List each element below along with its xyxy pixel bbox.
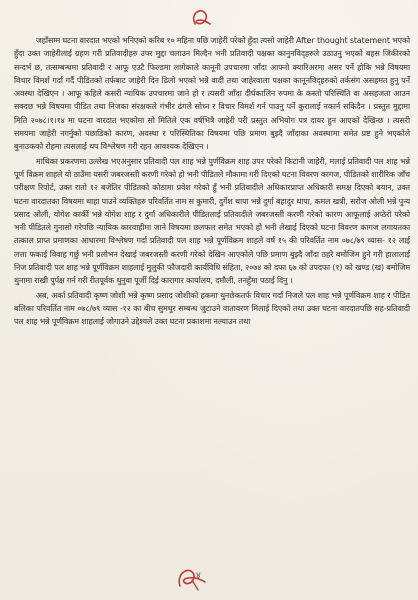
paragraph-2: माथिका प्रकरणमा उल्लेख भएअनुसार प्रतिवादी पल शाह भन्ने पुर्णविक्रम शाह उपर परेको किटानी जाहेरी, मलाई प्रतिवादी पल शाह भन्ने पूर्ण विक्रम शाहले यो ठाउँमा यसरी जबरजस्ती करणी गरेको हो भनी पीडितले मौकामा गरी दिएको घटना विवरण कागज, पीडितको शारीरिक जाँच परीक्षण रिपोर्ट, उक्त रातो १२ बजेतिर पीडितको कोठामा प्रवेश गरेको हुँ भनी प्रतिवादीले अधिकारप्राप्त अधिकारी समक्ष दिएको बयान, उक्त घटना वारदातका विषयमा थाहा पाउने व्यक्तिहरु परिवर्तित नाम स कुमारी, दुर्गेश थापा भन्ने दुर्गा बहादुर थापा, कमल खत्री, सरोज ओली भन्ने पुन्य प्रसाद ओली, योगेश कार्की भन्ने योगेश शाह र दुर्गा अधिकारीले पीडितलाई प्रतिवादीले जबरजस्ती करणी गरेको कारण आफूलाई अप्ठेरो परेको भनी पीडितले गुनासो गरेपछि न्यायिक कारवाहीमा जाने विषयमा छलफल समेत भएको हो भनी लेखाई दिएको घटना विवरण कागज लगायतका तत्काल प्राप्त प्रमाणका आधारमा विश्लेषण गर्दा प्रतिवादी पल शाह भन्ने पूर्णविक्रम शाहले वर्ष १५ की परिवर्तित नाम ०७८/७९ व्यास- १२ लाई लत्ता फकाई विवाह गर्छु भनी प्रलोभन देखाई जबरजस्ती करणी गरेको देखिन आएकोले पछि प्रमाण बुझ्दै जाँदा ठहरे बमोजिम हुने गरी हालालाई निज प्रतिवादी पल शाह भन्ने पूर्णविक्रम शाहलाई मुलुकी फौजदारी कार्यविधि संहिता, २०७४ को दफा ६७ को उपदफा (१) को खण्ड (ख) बमोजिम थुनामा राखी पुर्पक्ष गर्न गरी रीतपूर्वक थुनुवा पूर्जी दिई कारागार कार्यालय, दमौली, तनहुँमा पठाई दिनु । — [14, 156, 410, 286]
document-body — [14, 34, 410, 330]
paragraph-1: जहाँसम्म घटना वारदात भएको भनिएको करिब १० महिना पछि जाहेरी परेको हुँदा त्यसो जाहेरी After thought statement भएको हुँदा उक्त जाहेरीलाई ग्रहण गरी प्रतिवादीहरु उपर मुद्दा चलाउन मिल्दैन भनी प्रतिवादी पक्षका कानुनविद्हरुले उठाउनु भएको बहस जिकीरको सन्दर्भ छ, तत्सम्बन्धमा प्रतिवादी र आफू एउटै फिल्डमा लागेकाले कानूनी उपचारमा जाँदा आफ्नो क्यारिअरमा असर पर्ने होकि भन्ने विषयमा विचार विमर्श गर्दा गर्दै पीडितको तर्फबाट जाहेरी दिन ढिलो भएको भन्ने वादी तथा जाहेरवाला पक्षका कानूनविद्हरुको तर्कसंग असहमत हुनु पर्ने अवस्था देखिएन । आफू कहिले कसरी न्यायिक उपचारमा जाने हो र त्यसरी जाँदा दीर्घकालिन रुपमा के कस्तो परिस्थिति वा असहजता आउन सक्दछ भन्ने विषयमा पीडित तथा निजका संरक्षकले गंभीर ढंगले सोच्न र विचार विमर्श गर्न पाउनु पर्ने कुरालाई नकार्न सकिदैन । प्रस्तुत मुद्दामा मिति २०७८।१।१४ मा घटना वारदात भएकोमा सो मितिले एक वर्षभित्रै जाहेरी परी प्रस्तुत अभियोग पत्र दायर हुन आएको देखिन्छ । त्यसरी समयमा जाहेरी नगर्नुको पछाडिको कारण, अवस्था र परिस्थितिका विषयमा पछि प्रमाण बुझ्दै जाँदाका अवस्थामा समेत प्रष्ट हुने भएकोले बुनाउकको रोहमा त्यसलाई थप विश्लेषण गरी रहन आवश्यक देखिएन । — [14, 36, 410, 152]
red-ink-mark-top — [186, 4, 216, 34]
paragraph-3: अब, अर्का प्रतिवादी कृष्ण जोशी भन्ने कृष्ण प्रसाद जोशीको हकमा थुनछेकतर्फ विचार गर्दा निजले पल शाह भन्ने पूर्णविक्रम शाह र पीडित बलिका परिवर्तित नाम ०७८/७९ व्यास -१२ का बीच सुमधुर सम्बन्ध जुटाउने वातावरण मिलाई दिएको तथा उक्त घटना वारदातपछि सह-प्रतिवादी पल शाह भन्ने पूर्णविक्रम शाहलाई जोगाउने उद्देश्यले उक्त घटना प्रकाशमा नल्याउन तथा — [14, 290, 410, 327]
page-number: ४ — [196, 571, 201, 581]
red-ink-signature-bottom — [172, 560, 212, 594]
